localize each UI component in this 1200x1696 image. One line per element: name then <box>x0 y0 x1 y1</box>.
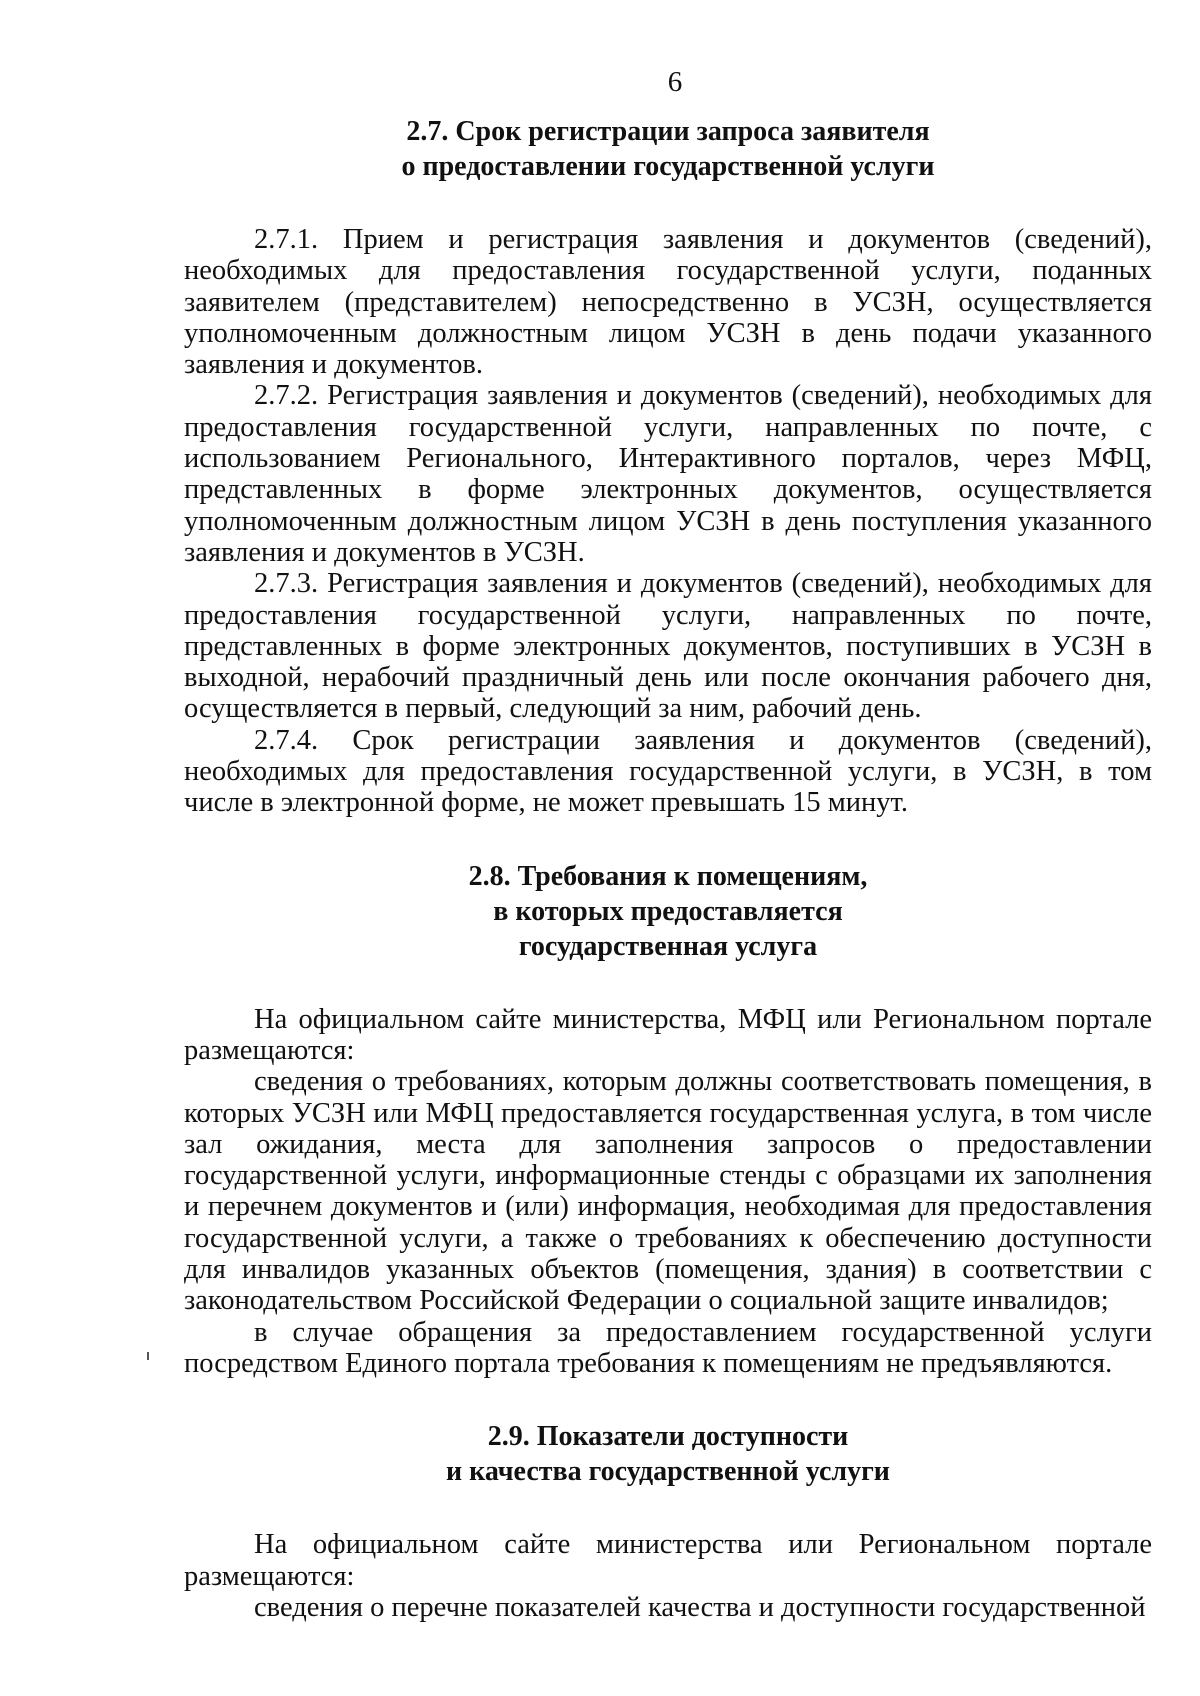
paragraph: 2.7.3. Регистрация заявления и документов (сведений), необходимых для предоставления государственной услуги, направленных по почте, представленных в форме электронных документов, поступивших в УСЗН в выходной, нерабочий праздничный день или после окончания рабочего дня, осуществляется в первый, следующий за ним, рабочий день. <box>184 568 1152 725</box>
paragraph: 2.7.4. Срок регистрации заявления и документов (сведений), необходимых для предоставления государственной услуги, в УСЗН, в том числе в электронной форме, не может превышать 15 минут. <box>184 724 1152 819</box>
paragraph: 2.7.1. Прием и регистрация заявления и документов (сведений), необходимых для предоставления государственной услуги, поданных заявителем (представителем) непосредственно в УСЗН, осуществляется уполномоченным должностным лицом УСЗН в день подачи указанного заявления и документов. <box>184 224 1152 381</box>
heading-line: и качества государственной услуги <box>446 1456 890 1488</box>
paragraph: сведения о перечне показателей качества и доступности государственной <box>254 1591 1146 1623</box>
paragraph: 2.7.2. Регистрация заявления и документов (сведений), необходимых для предоставления государственной услуги, направленных по почте, с использованием Регионального, Интерактивного порталов, через МФЦ, представленных в форме электронных документов, осуществляется уполномоченным должностным лицом УСЗН в день поступления указанного заявления и документов в УСЗН. <box>184 380 1152 568</box>
paragraph: в случае обращения за предоставлением государственной услуги посредством Единого портала требования к помещениям не предъявляются. <box>184 1316 1152 1379</box>
heading-line: в которых предоставляется <box>493 895 843 927</box>
heading-line: 2.7. Срок регистрации запроса заявителя <box>406 116 930 147</box>
section-2-7 <box>184 114 1152 819</box>
heading-line: 2.8. Требования к помещениям, <box>468 860 868 892</box>
paragraph: сведения о требованиях, которым должны соответствовать помещения, в которых УСЗН или МФЦ предоставляется государственная услуга, в том числе зал ожидания, места для заполнения запросов о предоставлении государственной услуги, информационные стенды с образцами их заполнения и перечнем документов и (или) информация, необходимая для предоставления государственной услуги, а также о требованиях к обеспечению доступности для инвалидов указанных объектов (помещения, здания) в соответствии с законодательством Российской Федерации о социальной защите инвалидов; <box>184 1066 1152 1317</box>
scan-speck <box>147 1352 149 1360</box>
paragraph: На официальном сайте министерства, МФЦ или Региональном портале размещаются: <box>184 1003 1152 1066</box>
heading-line: о предоставлении государственной услуги <box>401 151 935 182</box>
page-number: 6 <box>667 66 683 98</box>
section-2-8 <box>184 859 1152 1380</box>
section-heading <box>184 1419 1152 1489</box>
heading-line: государственная услуга <box>518 930 818 962</box>
paragraph: На официальном сайте министерства или Региональном портале размещаются: <box>184 1529 1152 1592</box>
section-2-9 <box>184 1419 1152 1623</box>
heading-line: 2.9. Показатели доступности <box>487 1421 849 1453</box>
section-heading <box>184 859 1152 964</box>
section-heading <box>184 114 1152 184</box>
